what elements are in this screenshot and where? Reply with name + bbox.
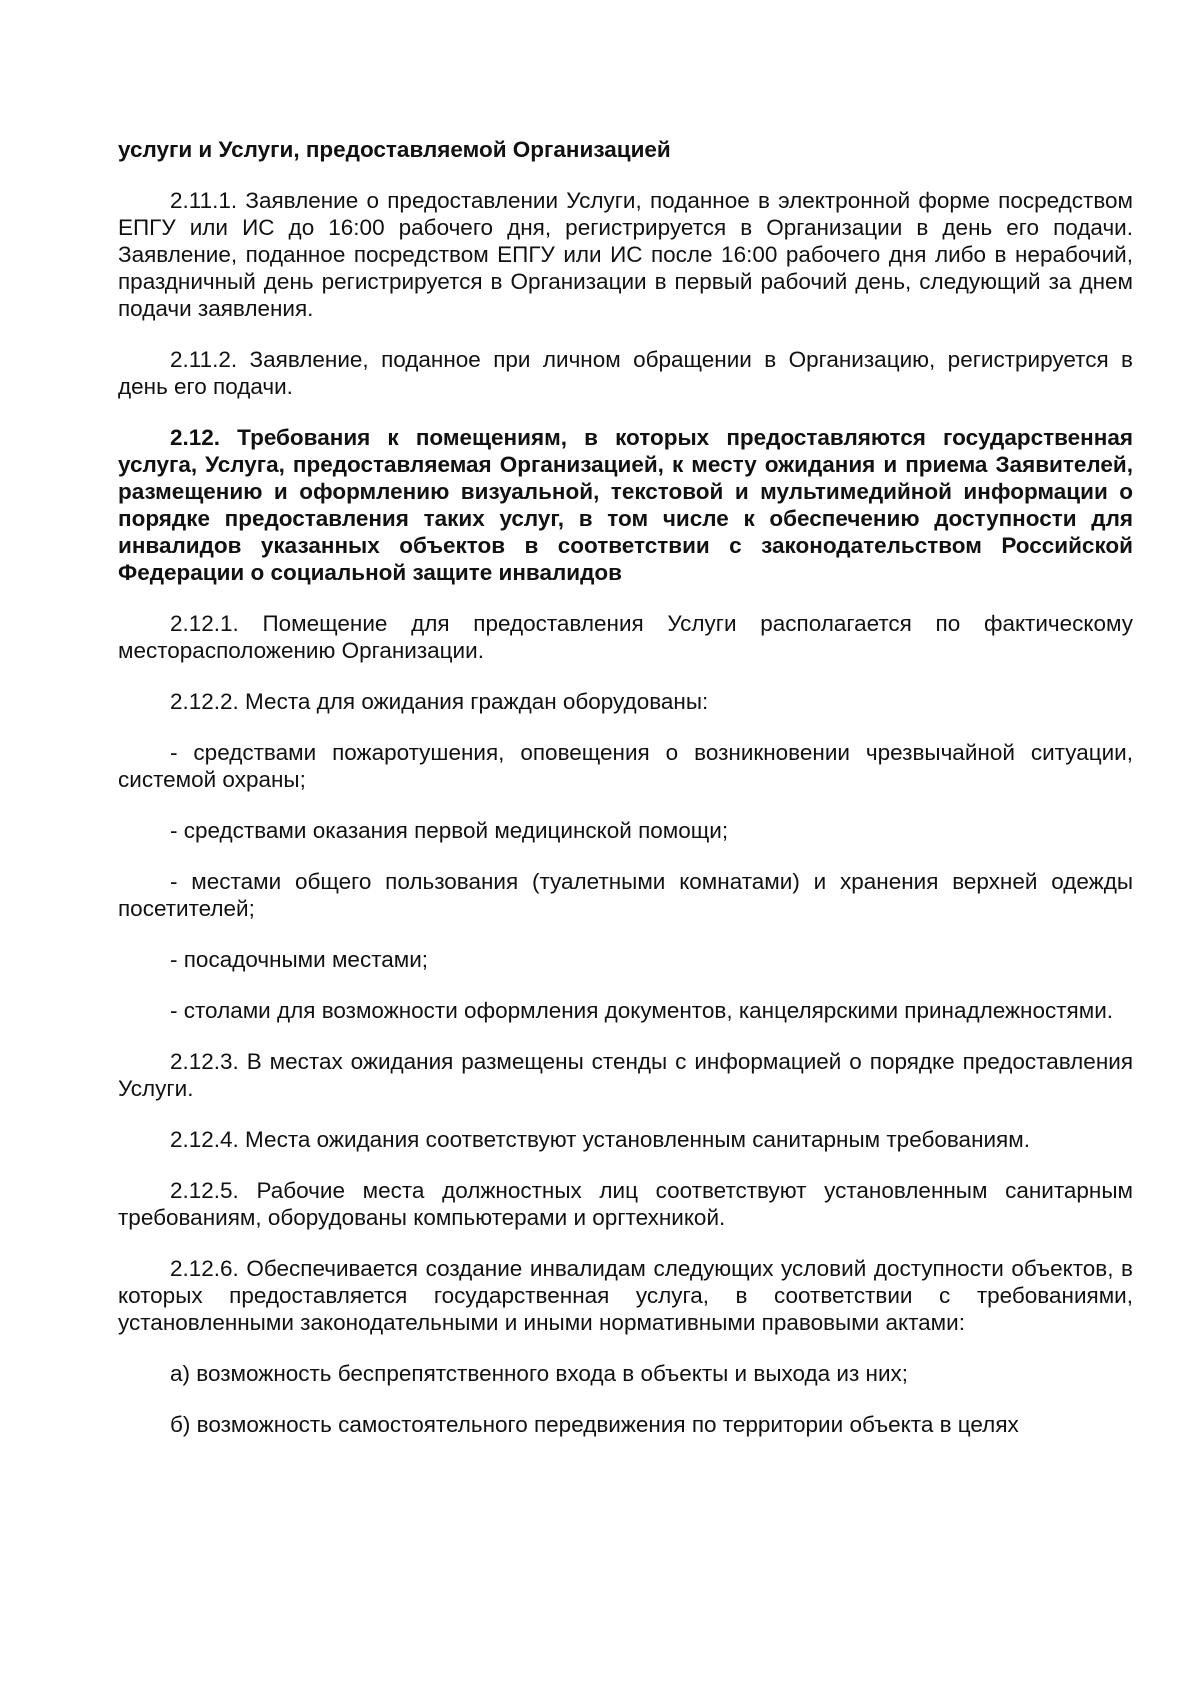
paragraph-2-11-2: 2.11.2. Заявление, поданное при личном обращении в Организацию, регистрируется в день его подачи. xyxy=(118,347,1133,399)
document-page xyxy=(118,136,1133,1438)
paragraph-2-12-3: 2.12.3. В местах ожидания размещены стенды с информацией о порядке предоставления Услуги. xyxy=(118,1049,1133,1101)
paragraph-2-12-5: 2.12.5. Рабочие места должностных лиц соответствуют установленным санитарным требованиям, оборудованы компьютерами и оргтехникой. xyxy=(118,1178,1133,1230)
list-item: - средствами пожаротушения, оповещения о возникновении чрезвычайной ситуации, системой охраны; xyxy=(118,740,1133,792)
paragraph-2-12-6: 2.12.6. Обеспечивается создание инвалидам следующих условий доступности объектов, в которых предоставляется государственная услуга, в соответствии с требованиями, установленными законодательными и иными нормативными правовыми актами: xyxy=(118,1256,1133,1335)
section-heading-2-12: 2.12. Требования к помещениям, в которых предоставляются государственная услуга, Услуга, предоставляемая Организацией, к месту ожидания и приема Заявителей, размещению и оформлению визуальной, текстовой и мультимедийной информации о порядке предоставления таких услуг, в том числе к обеспечению доступности для инвалидов указанных объектов в соответствии с законодательством Российской Федерации о социальной защите инвалидов xyxy=(118,425,1133,585)
paragraph-2-11-1: 2.11.1. Заявление о предоставлении Услуги, поданное в электронной форме посредством ЕПГУ или ИС до 16:00 рабочего дня, регистрируется в Организации в день его подачи. Заявление, поданное посредством ЕПГУ или ИС после 16:00 рабочего дня либо в нерабочий, праздничный день регистрируется в Организации в первый рабочий день, следующий за днем подачи заявления. xyxy=(118,188,1133,321)
paragraph-2-12-4: 2.12.4. Места ожидания соответствуют установленным санитарным требованиям. xyxy=(170,1127,1030,1152)
paragraph-2-12-2: 2.12.2. Места для ожидания граждан оборудованы: xyxy=(170,689,709,714)
list-item: - столами для возможности оформления документов, канцелярскими принадлежностями. xyxy=(170,998,1114,1023)
section-heading-continuation: услуги и Услуги, предоставляемой Организацией xyxy=(118,137,671,162)
list-item: - средствами оказания первой медицинской помощи; xyxy=(170,818,729,843)
list-item: - посадочными местами; xyxy=(170,947,429,972)
list-item: - местами общего пользования (туалетными комнатами) и хранения верхней одежды посетителей; xyxy=(118,869,1133,921)
list-item-b: б) возможность самостоятельного передвижения по территории объекта в целях xyxy=(170,1412,1019,1437)
list-item-a: а) возможность беспрепятственного входа в объекты и выхода из них; xyxy=(170,1361,909,1386)
paragraph-2-12-1: 2.12.1. Помещение для предоставления Услуги располагается по фактическому месторасположению Организации. xyxy=(118,611,1133,663)
